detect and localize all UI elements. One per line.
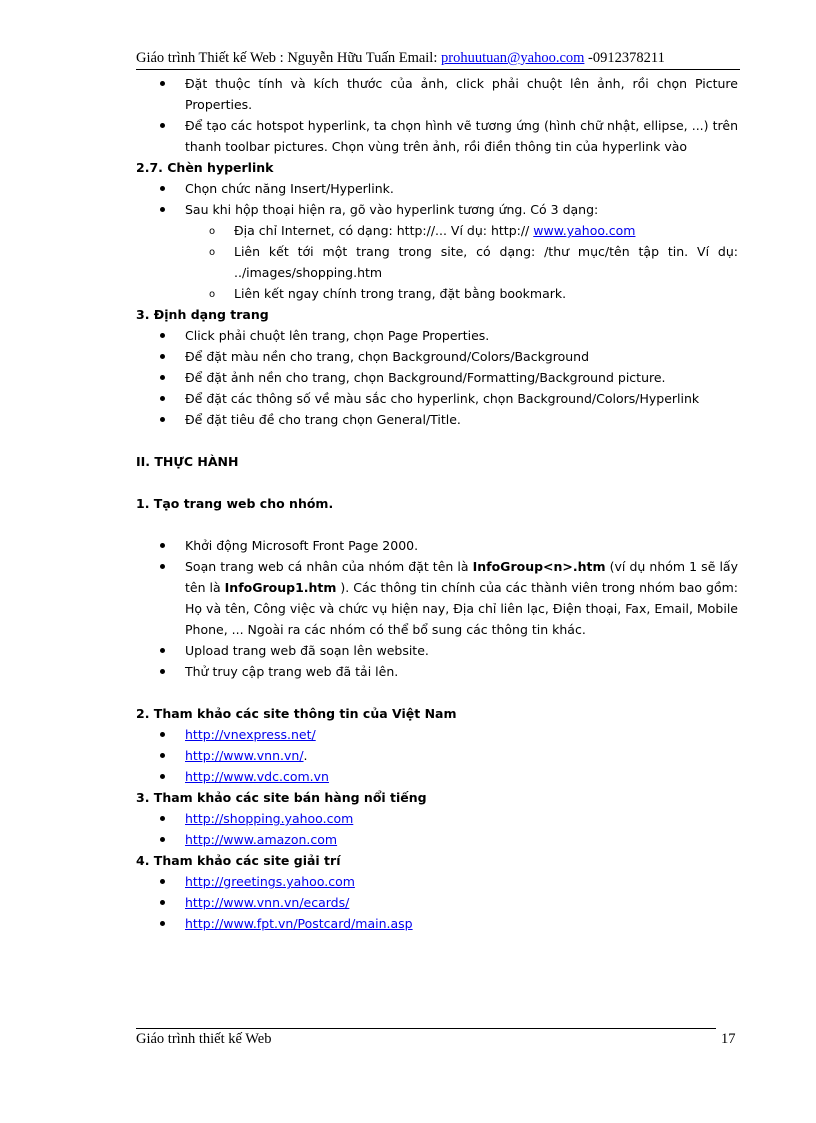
vdc-link[interactable]: http://www.vdc.com.vn xyxy=(185,769,329,784)
sub-item-text: Liên kết tới một trang trong site, có dạng: /thư mục/tên tập tin. Ví dụ: ../images/shopping.htm xyxy=(234,244,738,280)
header-divider xyxy=(136,69,740,70)
list-item xyxy=(136,724,738,745)
header-phone: -0912378211 xyxy=(584,50,665,66)
task2-link-list xyxy=(136,724,738,787)
list-item: Để tạo các hotspot hyperlink, ta chọn hình vẽ tương ứng (hình chữ nhật, ellipse, ...) trên thanh toolbar pictures. Chọn vùng trên ảnh, rồi điền thông tin của hyperlink vào xyxy=(136,115,738,157)
postcard-link[interactable]: http://www.fpt.vn/Postcard/main.asp xyxy=(185,916,413,931)
sub-item-text: Địa chỉ Internet, có dạng: http://... Ví dụ: http:// xyxy=(234,223,534,238)
page-header xyxy=(136,50,740,67)
list-item: Để đặt các thông số về màu sắc cho hyperlink, chọn Background/Colors/Hyperlink xyxy=(136,388,738,409)
list-item xyxy=(136,871,738,892)
task1-bullet-list xyxy=(136,535,738,682)
list-item: Chọn chức năng Insert/Hyperlink. xyxy=(136,178,738,199)
sub-bullet-marker: o xyxy=(209,226,216,237)
list-item xyxy=(136,808,738,829)
list-item: Thử truy cập trang web đã tải lên. xyxy=(136,661,738,682)
sub-list-item xyxy=(136,241,738,283)
task1-heading: 1. Tạo trang web cho nhóm. xyxy=(136,496,334,511)
greetings-link[interactable]: http://greetings.yahoo.com xyxy=(185,874,355,889)
sub-list-item xyxy=(136,283,738,304)
task1-text: ). Các thông tin chính của các thành viên trong nhóm bao gồm: Họ và tên, Công việc và chức vụ hiện nay, Địa chỉ liên lạc, Điện thoại, Fax, Email, Mobile Phone, ... Ngoài ra các nhóm có thể bổ sung các thông tin khác. xyxy=(185,580,739,637)
vnexpress-link[interactable]: http://vnexpress.net/ xyxy=(185,727,316,742)
list-item: Click phải chuột lên trang, chọn Page Properties. xyxy=(136,325,738,346)
sub-bullet-marker: o xyxy=(209,247,216,258)
sub-list-item xyxy=(136,220,738,241)
page-number: 17 xyxy=(721,1031,736,1047)
list-item xyxy=(136,745,738,766)
section-heading-hyperlink: 2.7. Chèn hyperlink xyxy=(136,160,274,175)
header-email-link[interactable]: prohuutuan@yahoo.com xyxy=(441,50,585,66)
ecards-link[interactable]: http://www.vnn.vn/ecards/ xyxy=(185,895,350,910)
task3-heading: 3. Tham khảo các site bán hàng nổi tiếng xyxy=(136,790,427,805)
hyperlink-bullet-list xyxy=(136,178,738,220)
task1-text: (ví dụ nhóm 1 sẽ lấy tên là xyxy=(185,559,738,595)
hyperlink-sub-list xyxy=(136,220,738,304)
shopping-yahoo-link[interactable]: http://shopping.yahoo.com xyxy=(185,811,354,826)
practice-heading: II. THỰC HÀNH xyxy=(136,454,239,469)
list-item xyxy=(136,556,738,640)
sub-item-text: Liên kết ngay chính trong trang, đặt bằng bookmark. xyxy=(234,286,567,301)
list-item: Để đặt ảnh nền cho trang, chọn Background/Formatting/Background picture. xyxy=(136,367,738,388)
list-item: Khởi động Microsoft Front Page 2000. xyxy=(136,535,738,556)
vnn-link[interactable]: http://www.vnn.vn/ xyxy=(185,748,304,763)
task1-text: Soạn trang web cá nhân của nhóm đặt tên là xyxy=(185,559,473,574)
list-item: Sau khi hộp thoại hiện ra, gõ vào hyperlink tương ứng. Có 3 dạng: xyxy=(136,199,738,220)
file-name-example: InfoGroup1.htm xyxy=(224,580,337,595)
list-item xyxy=(136,766,738,787)
list-item: Upload trang web đã soạn lên website. xyxy=(136,640,738,661)
page-body xyxy=(136,73,738,934)
task4-link-list xyxy=(136,871,738,934)
link-suffix: . xyxy=(303,748,308,763)
section-heading-format: 3. Định dạng trang xyxy=(136,307,269,322)
format-bullet-list xyxy=(136,325,738,430)
list-item xyxy=(136,829,738,850)
picture-bullet-list xyxy=(136,73,738,157)
task4-heading: 4. Tham khảo các site giải trí xyxy=(136,853,341,868)
list-item: Để đặt màu nền cho trang, chọn Background/Colors/Background xyxy=(136,346,738,367)
amazon-link[interactable]: http://www.amazon.com xyxy=(185,832,338,847)
footer-divider xyxy=(136,1028,716,1029)
task2-heading: 2. Tham khảo các site thông tin của Việt Nam xyxy=(136,706,457,721)
footer-title: Giáo trình thiết kế Web xyxy=(136,1031,272,1047)
task3-link-list xyxy=(136,808,738,850)
list-item xyxy=(136,913,738,934)
header-text: Giáo trình Thiết kế Web : Nguyễn Hữu Tuấn Email: xyxy=(136,50,441,66)
yahoo-link[interactable]: www.yahoo.com xyxy=(533,223,636,238)
list-item: Đặt thuộc tính và kích thước của ảnh, click phải chuột lên ảnh, rồi chọn Picture Properties. xyxy=(136,73,738,115)
sub-bullet-marker: o xyxy=(209,289,216,300)
file-name: InfoGroup<n>.htm xyxy=(472,559,606,574)
list-item: Để đặt tiêu đề cho trang chọn General/Title. xyxy=(136,409,738,430)
list-item xyxy=(136,892,738,913)
